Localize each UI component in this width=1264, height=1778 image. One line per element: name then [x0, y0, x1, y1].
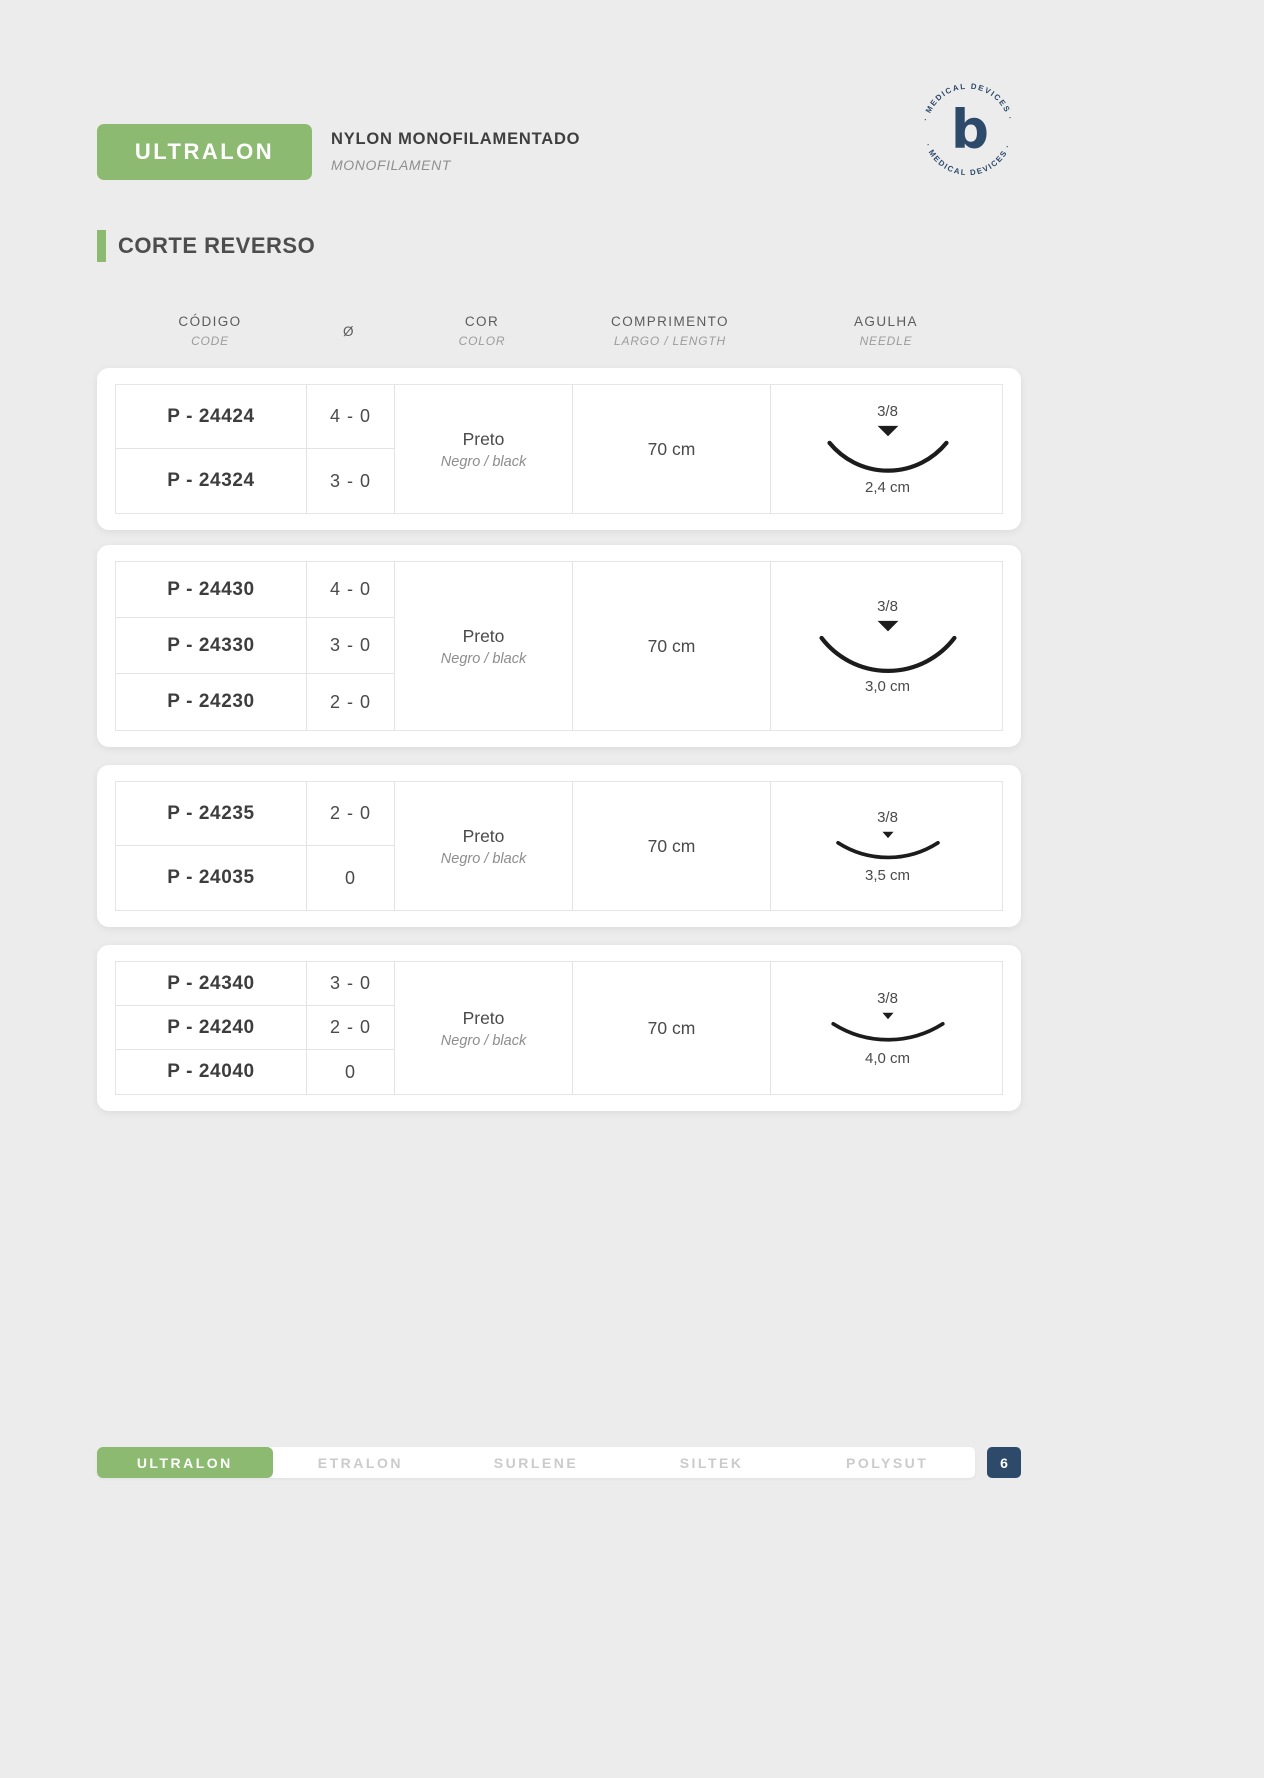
product-code: P - 24424 — [116, 385, 306, 449]
length-cell: 70 cm — [572, 562, 770, 730]
tab-ultralon[interactable]: ULTRALON — [97, 1447, 273, 1478]
logo-ring-text-top: · MEDICAL DEVICES · — [920, 81, 1016, 122]
product-subtitle: MONOFILAMENT — [331, 157, 451, 173]
needle-cell — [770, 562, 1004, 730]
product-card — [97, 765, 1021, 927]
needle-direction-icon — [877, 620, 898, 630]
color-cell — [394, 962, 572, 1094]
tab-polysut[interactable]: POLYSUT — [846, 1454, 929, 1471]
needle-curvature: 3/8 — [877, 402, 898, 420]
needle-curvature: 3/8 — [877, 597, 898, 615]
column-label: COMPRIMENTO — [611, 314, 729, 329]
column-header-diameter — [305, 314, 393, 348]
section-header — [97, 230, 315, 262]
page-number: 6 — [987, 1447, 1021, 1478]
color-translation: Negro / black — [440, 850, 527, 867]
needle-direction-icon — [882, 831, 893, 837]
column-header-comprimento — [571, 314, 769, 348]
company-logo — [914, 76, 1022, 184]
needle-length: 2,4 cm — [864, 478, 910, 496]
column-sublabel: CODE — [191, 334, 229, 348]
needle-curvature: 3/8 — [877, 989, 898, 1007]
needle-curvature: 3/8 — [877, 808, 898, 826]
column-label: Ø — [343, 323, 355, 339]
needle-icon — [827, 1009, 949, 1048]
color-translation: Negro / black — [440, 650, 527, 667]
needle-direction-icon — [877, 425, 898, 435]
needle-cell — [770, 962, 1004, 1094]
product-code: P - 24035 — [167, 867, 255, 888]
needle-length: 3,0 cm — [864, 677, 910, 695]
column-sublabel: COLOR — [458, 334, 506, 348]
product-title: NYLON MONOFILAMENTADO — [331, 130, 581, 148]
product-code: P - 24040 — [167, 1061, 255, 1082]
gauge-value: 0 — [306, 846, 394, 910]
needle-cell — [770, 385, 1004, 513]
length-cell: 70 cm — [572, 962, 770, 1094]
tab-etralon[interactable]: ETRALON — [317, 1454, 403, 1471]
tab-siltek[interactable]: SILTEK — [679, 1454, 744, 1471]
gauge-value: 0 — [306, 1050, 394, 1094]
needle-icon — [832, 828, 944, 865]
gauge-value: 4 - 0 — [306, 385, 394, 449]
color-cell — [394, 782, 572, 910]
gauge-value: 3 - 0 — [306, 962, 394, 1006]
footer-tab-bar — [97, 1447, 975, 1478]
gauge-value: 4 - 0 — [306, 562, 394, 618]
product-code: P - 24330 — [116, 618, 306, 674]
product-code: P - 24230 — [167, 691, 255, 712]
tab-surlene[interactable]: SURLENE — [493, 1454, 579, 1471]
color-translation: Negro / black — [440, 1032, 527, 1049]
needle-direction-icon — [882, 1012, 893, 1019]
gauge-value: 3 - 0 — [306, 449, 394, 513]
product-card — [97, 368, 1021, 530]
brand-badge: ULTRALON — [97, 124, 312, 180]
column-label: CÓDIGO — [178, 314, 242, 329]
column-header-codigo — [115, 314, 305, 348]
needle-length: 3,5 cm — [864, 866, 910, 884]
gauge-value: 2 - 0 — [306, 674, 394, 730]
product-title-block — [331, 130, 580, 173]
column-label: COR — [464, 314, 500, 329]
product-card — [97, 545, 1021, 747]
product-code: P - 24240 — [116, 1006, 306, 1050]
gauge-value: 3 - 0 — [306, 618, 394, 674]
color-cell — [394, 562, 572, 730]
needle-length: 4,0 cm — [864, 1049, 910, 1067]
column-sublabel: NEEDLE — [859, 334, 913, 348]
product-code: P - 24340 — [116, 962, 306, 1006]
needle-icon — [822, 422, 954, 477]
column-header-cor — [393, 314, 571, 348]
color-translation: Negro / black — [440, 453, 527, 470]
color-name: Preto — [462, 825, 505, 846]
product-card — [97, 945, 1021, 1111]
table-column-headers — [115, 314, 1003, 348]
gauge-value: 2 - 0 — [306, 1006, 394, 1050]
product-code: P - 24324 — [167, 470, 255, 491]
product-code: P - 24430 — [116, 562, 306, 618]
color-name: Preto — [462, 1007, 505, 1028]
column-sublabel: LARGO / LENGTH — [614, 334, 726, 348]
column-header-agulha — [769, 314, 1003, 348]
color-name: Preto — [462, 625, 505, 646]
needle-cell — [770, 782, 1004, 910]
column-label: AGULHA — [854, 314, 918, 329]
logo-letter: b — [950, 98, 989, 161]
product-code: P - 24235 — [116, 782, 306, 846]
logo-icon — [914, 76, 1022, 184]
needle-icon — [814, 617, 962, 676]
color-name: Preto — [462, 428, 505, 449]
gauge-value: 2 - 0 — [306, 782, 394, 846]
section-accent-bar — [97, 230, 106, 262]
section-title: CORTE REVERSO — [118, 233, 316, 258]
color-cell — [394, 385, 572, 513]
footer-nav — [97, 1447, 1021, 1478]
length-cell: 70 cm — [572, 385, 770, 513]
length-cell: 70 cm — [572, 782, 770, 910]
logo-ring-text-bottom: · MEDICAL DEVICES · — [923, 142, 1013, 178]
